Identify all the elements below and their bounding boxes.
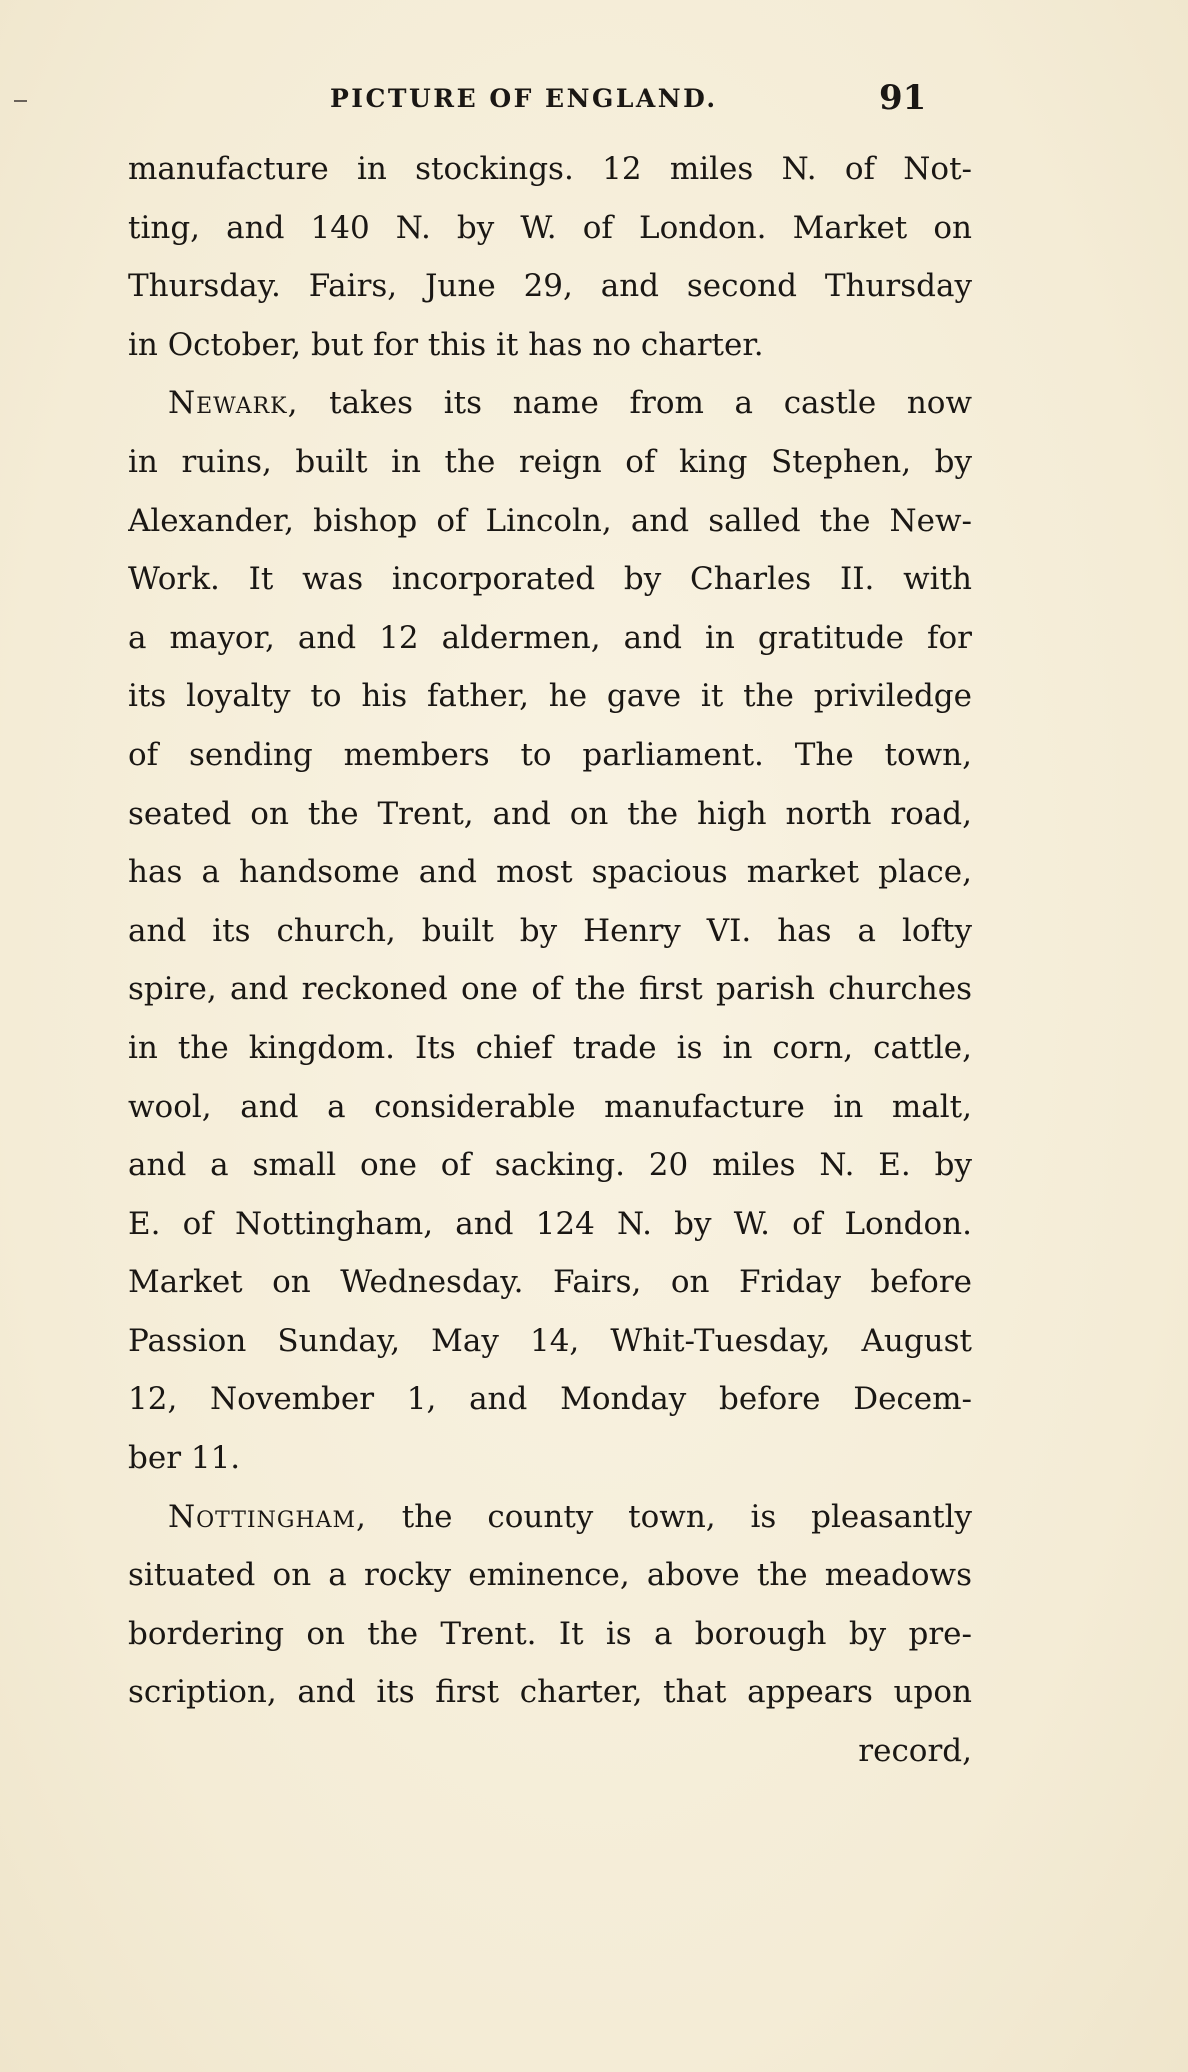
text-line: 12, November 1, and Monday before Decem- [128,1381,972,1418]
text-line: situated on a rocky eminence, above the meadows [128,1557,972,1594]
text-line: has a handsome and most spacious market place, [128,854,972,891]
entry-heading-newark: Newark, [168,385,299,422]
text-line: E. of Nottingham, and 124 N. by W. of London. [128,1205,972,1242]
page-edge-mark [14,100,27,102]
text-line: Alexander, bishop of Lincoln, and salled the New- [128,502,972,539]
text-line: of sending members to parliament. The town, [128,736,972,773]
text-line: a mayor, and 12 aldermen, and in gratitude for [128,619,972,656]
text-line: ting, and 140 N. by W. of London. Market on [128,209,972,246]
text-line: ber 11. [128,1440,241,1477]
text-line: and its church, built by Henry VI. has a lofty [128,912,972,949]
catchword: record, [858,1733,972,1770]
text-line: bordering on the Trent. It is a borough by pre- [128,1615,972,1652]
text-line: Thursday. Fairs, June 29, and second Thursday [128,268,972,305]
text-line: seated on the Trent, and on the high north road, [128,795,972,832]
text-line: Work. It was incorporated by Charles II. with [128,561,972,598]
text-line [128,374,972,433]
text-line: Market on Wednesday. Fairs, on Friday before [128,1264,972,1301]
text-line: and a small one of sacking. 20 miles N. E. by [128,1147,972,1184]
text-line: in October, but for this it has no charter. [128,326,764,363]
text-line: Passion Sunday, May 14, Whit-Tuesday, August [128,1322,972,1359]
text-line: manufacture in stockings. 12 miles N. of Not- [128,151,972,187]
page-number: 91 [879,78,927,118]
text-line [128,1488,972,1547]
text-line: its loyalty to his father, he gave it the priviledge [128,678,972,715]
text-line: in ruins, built in the reign of king Stephen, by [128,443,972,480]
text-line: spire, and reckoned one of the first parish churches [128,971,972,1008]
text-run: takes its name from a castle now [298,385,972,422]
text-line: wool, and a considerable manufacture in malt, [128,1088,972,1125]
text-line: scription, and its first charter, that appears upon [128,1674,972,1711]
text-run: the county town, is pleasantly [366,1498,972,1535]
entry-heading-nottingham: Nottingham, [168,1498,367,1535]
body-text [128,140,972,1781]
running-head: PICTURE OF ENGLAND. [330,84,718,113]
text-line: in the kingdom. Its chief trade is in corn, cattle, [128,1029,972,1066]
